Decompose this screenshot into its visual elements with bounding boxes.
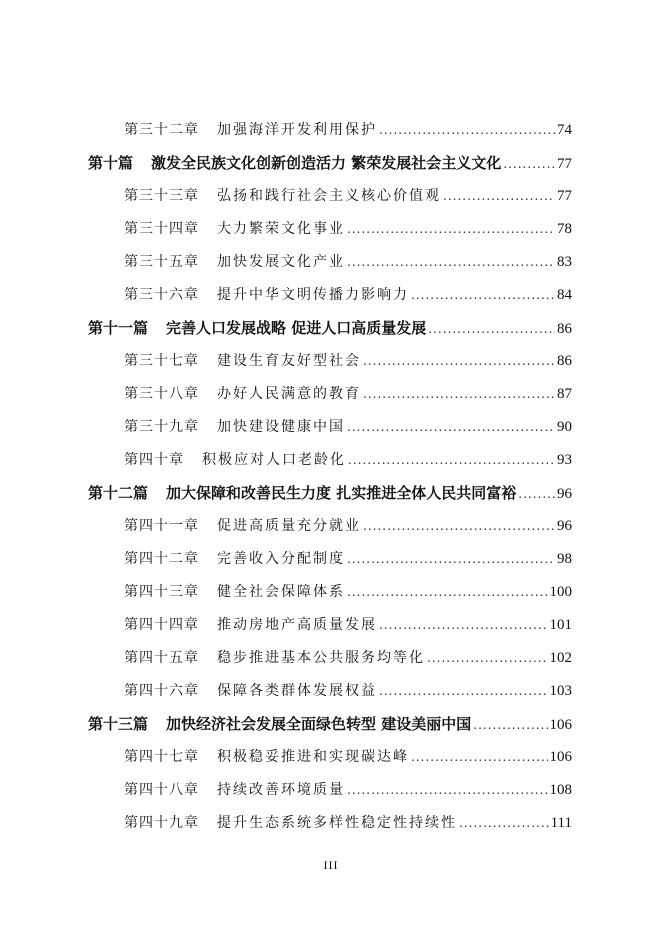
entry-page: 77 <box>557 156 572 172</box>
dot-leader <box>347 543 555 576</box>
entry-title: 提升中华文明传播力影响力 <box>217 287 409 303</box>
toc-entry[interactable] <box>88 675 572 708</box>
entry-title: 提升生态系统多样性稳定性持续性 <box>217 815 457 831</box>
entry-title: 激发全民族文化创新创造活力 繁荣发展社会主义文化 <box>151 154 502 172</box>
entry-number: 第四十三章 <box>124 584 199 600</box>
dot-leader <box>379 675 548 708</box>
entry-number: 第四十九章 <box>124 815 199 831</box>
entry-number: 第三十二章 <box>124 122 199 138</box>
entry-number: 第四十章 <box>124 452 184 468</box>
entry-title: 加强海洋开发利用保护 <box>217 122 377 138</box>
page-number: III <box>323 858 339 872</box>
toc-entry[interactable] <box>88 213 572 246</box>
entry-title: 稳步推进基本公共服务均等化 <box>217 650 425 666</box>
entry-page: 102 <box>549 650 572 666</box>
entry-title: 完善收入分配制度 <box>217 551 345 567</box>
toc-entry[interactable] <box>88 576 572 609</box>
toc-entry[interactable] <box>88 708 572 741</box>
dot-leader <box>347 576 548 609</box>
entry-number: 第三十六章 <box>124 287 199 303</box>
dot-leader <box>363 510 555 543</box>
entry-title: 建设生育友好型社会 <box>217 353 361 369</box>
toc-entry[interactable] <box>88 147 572 180</box>
entry-number: 第十三篇 <box>88 715 149 733</box>
dot-leader <box>363 378 555 411</box>
dot-leader <box>518 478 555 511</box>
entry-number: 第十二篇 <box>88 484 149 502</box>
entry-number: 第三十八章 <box>124 386 199 402</box>
entry-number: 第四十八章 <box>124 782 199 798</box>
entry-title: 完善人口发展战略 促进人口高质量发展 <box>166 319 427 337</box>
entry-page: 101 <box>549 617 572 633</box>
entry-title: 积极稳妥推进和实现碳达峰 <box>217 749 409 765</box>
toc-entry[interactable] <box>88 378 572 411</box>
entry-page: 96 <box>557 518 572 534</box>
entry-page: 100 <box>549 584 572 600</box>
toc-entry[interactable] <box>88 114 572 147</box>
table-of-contents <box>88 114 572 840</box>
entry-number: 第三十三章 <box>124 188 199 204</box>
entry-number: 第十篇 <box>88 154 134 172</box>
entry-page: 106 <box>549 749 572 765</box>
entry-page: 98 <box>557 551 572 567</box>
dot-leader <box>379 114 555 147</box>
dot-leader <box>428 313 555 346</box>
dot-leader <box>348 444 555 477</box>
toc-entry[interactable] <box>88 807 572 840</box>
dot-leader <box>459 807 549 840</box>
entry-page: 111 <box>550 815 572 831</box>
entry-page: 96 <box>557 486 572 502</box>
dot-leader <box>347 411 555 444</box>
toc-entry[interactable] <box>88 279 572 312</box>
toc-entry[interactable] <box>88 411 572 444</box>
entry-page: 93 <box>557 452 572 468</box>
entry-title: 大力繁荣文化事业 <box>217 221 345 237</box>
entry-title: 持续改善环境质量 <box>217 782 345 798</box>
entry-title: 加快发展文化产业 <box>217 254 345 270</box>
entry-title: 推动房地产高质量发展 <box>217 617 377 633</box>
toc-entry[interactable] <box>88 741 572 774</box>
entry-title: 加快建设健康中国 <box>217 419 345 435</box>
entry-page: 86 <box>557 321 572 337</box>
dot-leader <box>503 148 555 181</box>
entry-number: 第四十六章 <box>124 683 199 699</box>
entry-title: 办好人民满意的教育 <box>217 386 361 402</box>
entry-page: 74 <box>557 122 572 138</box>
entry-title: 加大保障和改善民生力度 扎实推进全体人民共同富裕 <box>166 484 517 502</box>
dot-leader <box>443 180 555 213</box>
entry-title: 弘扬和践行社会主义核心价值观 <box>217 188 441 204</box>
toc-entry[interactable] <box>88 642 572 675</box>
entry-number: 第三十七章 <box>124 353 199 369</box>
entry-page: 84 <box>557 287 572 303</box>
dot-leader <box>347 213 555 246</box>
entry-number: 第三十四章 <box>124 221 199 237</box>
toc-entry[interactable] <box>88 510 572 543</box>
entry-page: 77 <box>557 188 572 204</box>
entry-title: 促进高质量充分就业 <box>217 518 361 534</box>
toc-entry[interactable] <box>88 312 572 345</box>
entry-number: 第四十四章 <box>124 617 199 633</box>
toc-entry[interactable] <box>88 345 572 378</box>
entry-number: 第四十五章 <box>124 650 199 666</box>
entry-title: 健全社会保障体系 <box>217 584 345 600</box>
entry-page: 87 <box>557 386 572 402</box>
dot-leader <box>473 709 547 742</box>
toc-entry[interactable] <box>88 180 572 213</box>
entry-page: 106 <box>549 717 572 733</box>
entry-page: 103 <box>549 683 572 699</box>
toc-entry[interactable] <box>88 444 572 477</box>
dot-leader <box>411 279 555 312</box>
entry-page: 83 <box>557 254 572 270</box>
dot-leader <box>411 741 548 774</box>
toc-entry[interactable] <box>88 477 572 510</box>
entry-page: 86 <box>557 353 572 369</box>
entry-page: 108 <box>549 782 572 798</box>
entry-number: 第三十五章 <box>124 254 199 270</box>
entry-title: 保障各类群体发展权益 <box>217 683 377 699</box>
entry-title: 加快经济社会发展全面绿色转型 建设美丽中国 <box>166 715 472 733</box>
dot-leader <box>363 345 555 378</box>
dot-leader <box>379 609 548 642</box>
toc-entry[interactable] <box>88 543 572 576</box>
dot-leader <box>347 246 555 279</box>
entry-page: 90 <box>557 419 572 435</box>
entry-number: 第四十一章 <box>124 518 199 534</box>
entry-number: 第四十七章 <box>124 749 199 765</box>
entry-title: 积极应对人口老龄化 <box>202 452 346 468</box>
entry-page: 78 <box>557 221 572 237</box>
dot-leader <box>347 774 548 807</box>
dot-leader <box>427 642 548 675</box>
toc-entry[interactable] <box>88 774 572 807</box>
toc-entry[interactable] <box>88 246 572 279</box>
toc-entry[interactable] <box>88 609 572 642</box>
entry-number: 第三十九章 <box>124 419 199 435</box>
entry-number: 第十一篇 <box>88 319 149 337</box>
entry-number: 第四十二章 <box>124 551 199 567</box>
